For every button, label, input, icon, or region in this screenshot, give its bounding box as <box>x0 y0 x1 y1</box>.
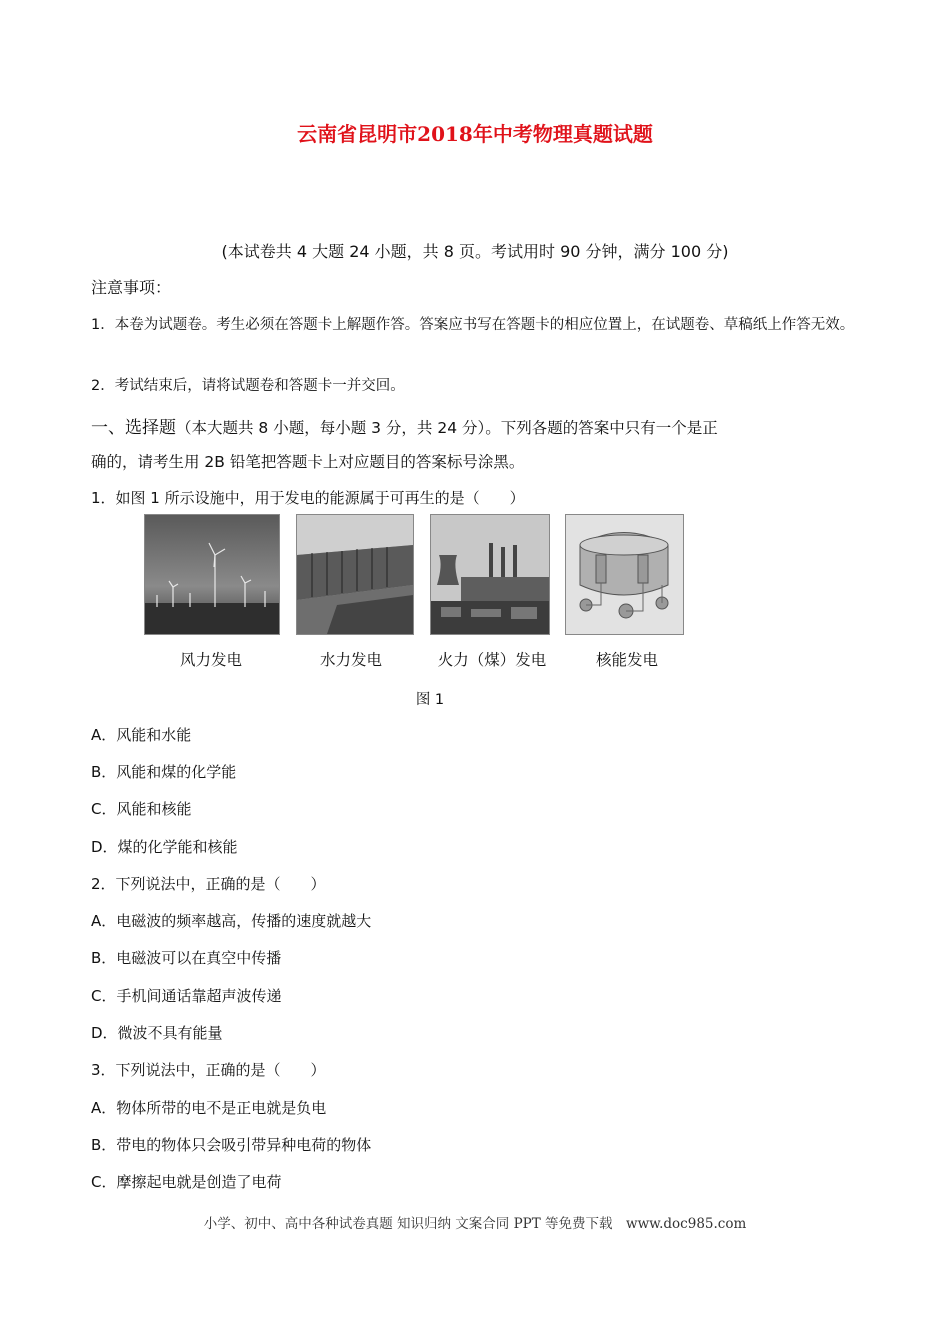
caption-wind: 风力发电 <box>179 651 242 669</box>
caption-hydro: 水力发电 <box>319 651 382 669</box>
q2-option-c: C．手机间通话靠超声波传递 <box>91 987 282 1005</box>
page-footer: 小学、初中、高中各种试卷真题 知识归纳 文案合同 PPT 等免费下载 www.doc985.com <box>203 1216 747 1232</box>
notice-heading: 注意事项： <box>91 278 172 297</box>
exam-info: (本试卷共 4 大题 24 小题，共 8 页。考试用时 90 分钟，满分 100 分) <box>221 242 729 261</box>
figure-label: 图 1 <box>415 692 445 708</box>
q3-option-b: B．带电的物体只会吸引带异种电荷的物体 <box>91 1136 372 1154</box>
q3-option-a: A．物体所带的电不是正电就是负电 <box>91 1099 327 1117</box>
caption-nuclear: 核能发电 <box>595 651 658 669</box>
q2-option-b: B．电磁波可以在真空中传播 <box>91 949 282 967</box>
section-desc-2: 确的，请考生用 2B 铅笔把答题卡上对应题目的答案标号涂黑。 <box>91 453 525 471</box>
question-2-stem: 2．下列说法中，正确的是（ ） <box>91 875 326 893</box>
q2-option-a: A．电磁波的频率越高，传播的速度就越大 <box>91 912 372 930</box>
coal-power-photo <box>430 514 550 635</box>
q1-option-b: B．风能和煤的化学能 <box>91 763 237 781</box>
nuclear-power-photo <box>565 514 684 635</box>
q2-option-d: D．微波不具有能量 <box>91 1024 223 1042</box>
q1-option-c: C．风能和核能 <box>91 800 192 818</box>
section-heading <box>91 413 718 438</box>
question-1-stem: 1．如图 1 所示设施中，用于发电的能源属于可再生的是（ ） <box>91 489 525 507</box>
notice-1: 1．本卷为试题卷。考生必须在答题卡上解题作答。答案应书写在答题卡的相应位置上，在试题卷、草稿纸上作答无效。 <box>91 317 855 333</box>
q1-option-a: A．风能和水能 <box>91 726 192 744</box>
section-desc-1: （本大题共 8 小题，每小题 3 分，共 24 分）。下列各题的答案中只有一个是正 <box>176 419 718 437</box>
notice-2: 2．考试结束后，请将试题卷和答题卡一并交回。 <box>91 378 405 394</box>
wind-power-photo <box>144 514 280 635</box>
hydro-power-photo <box>296 514 414 635</box>
caption-coal: 火力（煤）发电 <box>437 651 547 669</box>
q3-option-c: C．摩擦起电就是创造了电荷 <box>91 1173 282 1191</box>
document-title: 云南省昆明市2018年中考物理真题试题 <box>297 122 653 146</box>
section-title: 一、选择题 <box>91 418 176 438</box>
q1-option-d: D．煤的化学能和核能 <box>91 838 238 856</box>
question-3-stem: 3．下列说法中，正确的是（ ） <box>91 1061 326 1079</box>
